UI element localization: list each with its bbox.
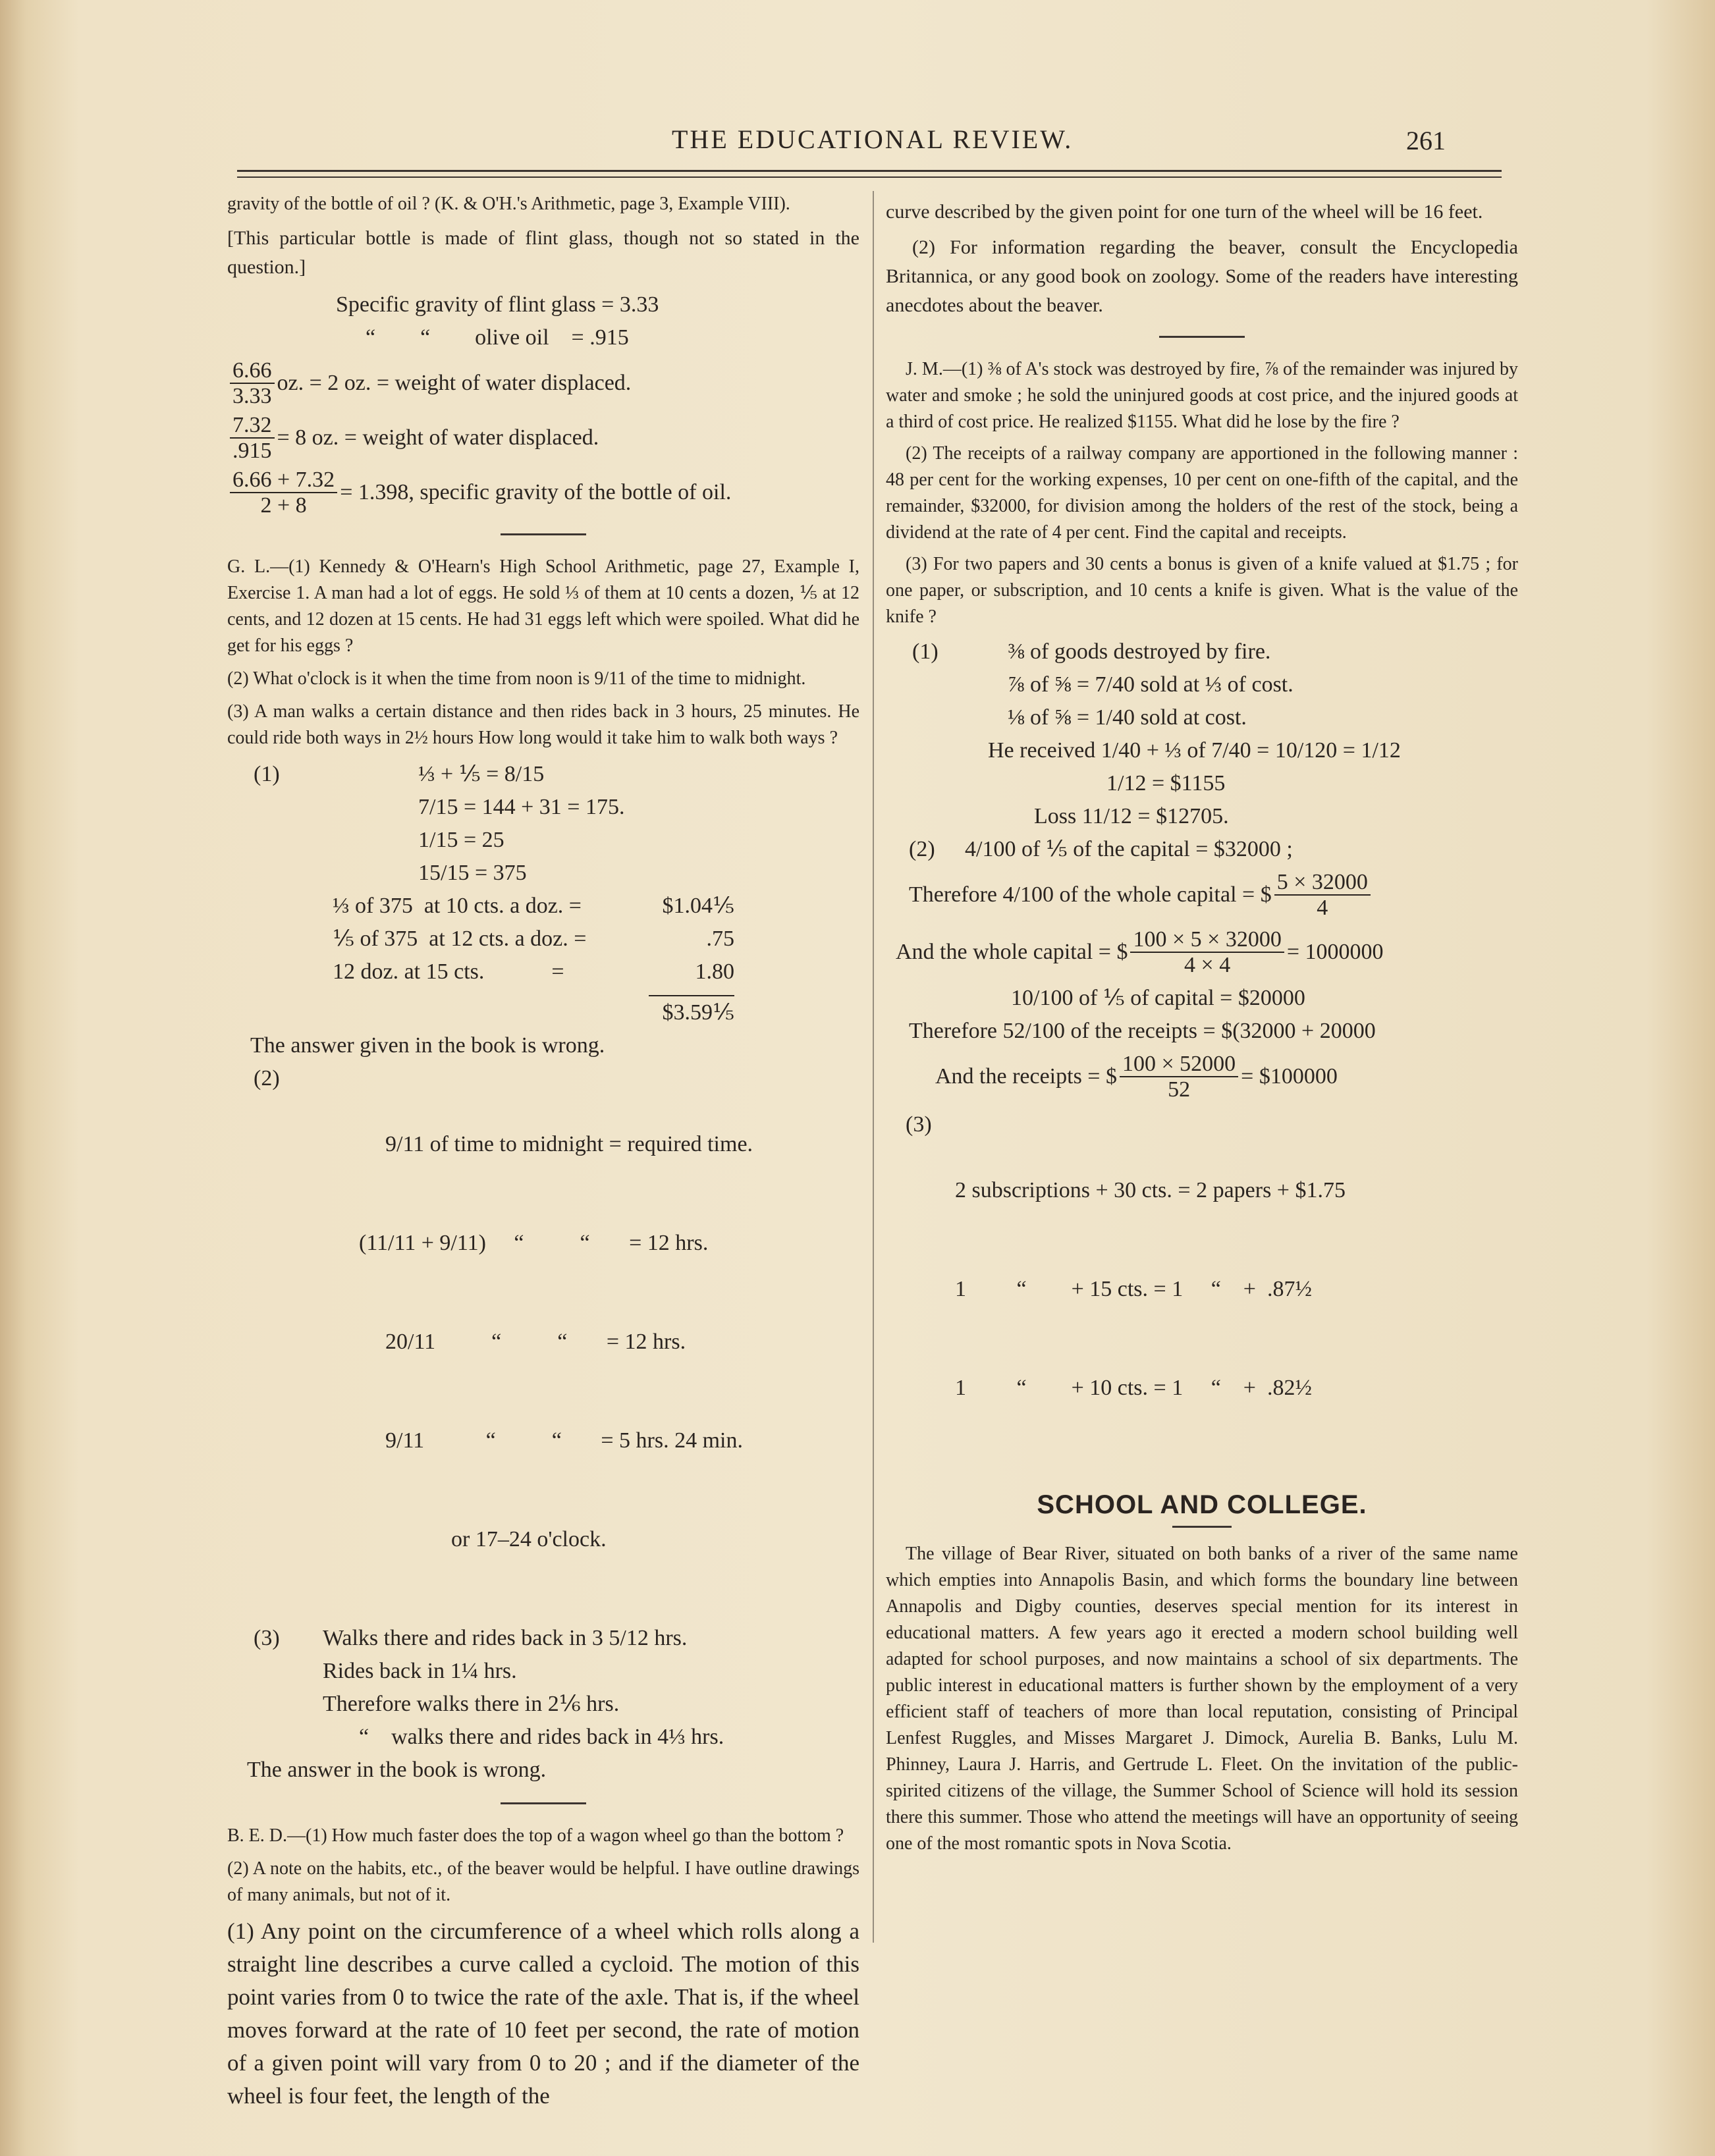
solution-steps xyxy=(227,1622,859,1754)
solution-label: (3) xyxy=(254,1626,280,1651)
fraction xyxy=(230,358,275,409)
denominator: 52 xyxy=(1168,1077,1191,1102)
step-line xyxy=(886,1052,1518,1102)
denominator: 4 xyxy=(1317,896,1328,921)
equation-result: = 1000000 xyxy=(1286,940,1384,965)
numerator: 6.66 + 7.32 xyxy=(230,468,337,493)
flint-glass-note: [This particular bottle is made of flint glass, though not so stated in the question.] xyxy=(227,227,859,278)
egg-calculation xyxy=(227,890,859,1029)
jm-questions xyxy=(886,356,1518,630)
solution-label: (3) xyxy=(906,1112,932,1137)
solution-steps xyxy=(886,1108,1518,1470)
step-line: Loss 11/12 = $12705. xyxy=(1034,804,1229,828)
page-number: 261 xyxy=(1406,126,1446,155)
numerator: 100 × 52000 xyxy=(1120,1052,1238,1077)
book-answer-wrong-1: The answer given in the book is wrong. xyxy=(250,1033,605,1058)
fraction xyxy=(1120,1052,1238,1102)
equation-text: And the receipts = $ xyxy=(935,1064,1117,1089)
step-line: 7/15 = 144 + 31 = 175. xyxy=(418,795,625,820)
step-line: 4/100 of ⅕ of the capital = $32000 ; xyxy=(965,837,1293,861)
fraction xyxy=(1274,870,1371,921)
calc-text: ⅕ of 375 at 12 cts. a doz. = xyxy=(333,927,587,952)
step-line: or 17–24 o'clock. xyxy=(451,1527,607,1552)
step-line: 1/12 = $1155 xyxy=(1106,771,1226,795)
heading-rule xyxy=(1172,1526,1232,1528)
equation-water-1 xyxy=(227,358,859,409)
numerator: 6.66 xyxy=(230,358,275,384)
step-line: 9/11 of time to midnight = required time. xyxy=(385,1132,753,1157)
step-line: 20/11 “ “ = 12 hrs. xyxy=(385,1330,686,1355)
denominator: .915 xyxy=(232,439,272,464)
calc-row xyxy=(333,923,859,956)
numerator: 7.32 xyxy=(230,413,275,439)
step-line: Therefore 52/100 of the receipts = $(32000 + 20000 xyxy=(909,1018,1376,1043)
calc-value: .75 xyxy=(706,927,734,952)
equation-result: = $100000 xyxy=(1241,1064,1338,1089)
beaver-answer: (2) For information regarding the beaver, consult the Encyclopedia Britannica, or any good book on zoology. Some of the readers have interesting anecdotes about the beaver. xyxy=(886,236,1518,316)
calc-row xyxy=(333,890,859,923)
numerator: 100 × 5 × 32000 xyxy=(1130,927,1284,953)
gl-question-3: (3) A man walks a certain distance and then rides back in 3 hours, 25 minutes. He could ride both ways in 2½ hours How long would it take him to walk both ways ? xyxy=(227,701,859,749)
calc-total: $3.59⅕ xyxy=(649,995,734,1029)
fraction xyxy=(230,413,275,464)
right-column xyxy=(886,198,1518,1864)
step-line: ⅜ of goods destroyed by fire. xyxy=(1008,639,1271,664)
denominator: 4 × 4 xyxy=(1184,953,1231,978)
calc-value: $1.04⅕ xyxy=(662,894,734,919)
step-line xyxy=(886,927,1518,978)
solution-label: (2) xyxy=(909,837,935,861)
fraction xyxy=(1130,927,1284,978)
jm-solution-2 xyxy=(886,833,1518,1102)
equation-rest: = 1.398, specific gravity of the bottle of oil. xyxy=(340,479,732,504)
equation-rest: oz. = 2 oz. = weight of water displaced. xyxy=(277,371,632,396)
denominator: 3.33 xyxy=(232,384,272,409)
bear-river-article: The village of Bear River, situated on both banks of a river of the same name which empties into Annapolis Basin, and which forms the boundary line between Annapolis and Digby counties, deserves special mention for its interest in educational matters. A few years ago it erected a modern school building well adapted for school purposes, and now maintains a school of six departments. The public interest in educational matters is further shown by the employment of a very efficient staff of teachers of more than local reputation, consisting of Principal Lenfest Ruggles, and Misses Margaret J. Dimock, Aurelia B. Banks, Lulu M. Phinney, Laura J. Harris, and Gertrude L. Fleet. On the invitation of the public-spirited citizens of the village, the Summer School of Science will hold its session there this summer. Those who attend the meetings will have an opportunity of seeing one of the most romantic spots in Nova Scotia. xyxy=(886,1544,1518,1854)
equation-water-2 xyxy=(227,413,859,464)
step-line: Walks there and rides back in 3 5/12 hrs. xyxy=(323,1626,688,1651)
step-line: ⅓ + ⅕ = 8/15 xyxy=(418,762,545,787)
section-separator xyxy=(501,533,586,535)
step-line: 2 subscriptions + 30 cts. = 2 papers + $1.75 xyxy=(955,1178,1346,1203)
equation-rest: = 8 oz. = weight of water displaced. xyxy=(277,425,599,450)
jm-question-1: J. M.—(1) ⅜ of A's stock was destroyed by fire, ⅞ of the remainder was injured by water and smoke ; he sold the uninjured goods at cost price, and the injured goods at a third of cost price. He realized $1155. What did he lose by the fire ? xyxy=(886,359,1518,432)
jm-question-2: (2) The receipts of a railway company are apportioned in the following manner : 48 per cent for the working expenses, 10 per cent on one-fifth of the capital, and the remainder, $32000, for division among the holders of the rest of the stock, being a dividend at the rate of 4 per cent. Find the capital and receipts. xyxy=(886,443,1518,543)
specific-gravity-flint: Specific gravity of flint glass = 3.33 xyxy=(336,292,659,317)
header-rule-bottom xyxy=(237,176,1502,178)
calc-text: ⅓ of 375 at 10 cts. a doz. = xyxy=(333,894,582,919)
solution-steps xyxy=(227,758,859,890)
bed-questions xyxy=(227,1823,859,1908)
oil-question-end: gravity of the bottle of oil ? (K. & O'H.'s Arithmetic, page 3, Example VIII). xyxy=(227,194,790,214)
column-divider xyxy=(873,191,874,1943)
step-line: 10/100 of ⅕ of capital = $20000 xyxy=(1011,985,1305,1010)
calc-total-row xyxy=(333,995,859,1029)
solution-label: (1) xyxy=(254,762,280,787)
gl-question-2: (2) What o'clock is it when the time from noon is 9/11 of the time to midnight. xyxy=(227,668,806,689)
step-line: 1 “ + 10 cts. = 1 “ + .82½ xyxy=(955,1376,1312,1401)
gl-solution-3 xyxy=(227,1622,859,1754)
solution-label: (2) xyxy=(254,1066,280,1091)
book-answer-wrong-2: The answer in the book is wrong. xyxy=(247,1758,547,1783)
step-line: ⅞ of ⅝ = 7/40 sold at ⅓ of cost. xyxy=(1008,672,1293,697)
header-rule-top xyxy=(237,170,1502,172)
equation-specific-gravity xyxy=(227,468,859,518)
calc-value: 1.80 xyxy=(695,959,734,984)
left-column xyxy=(227,191,859,2119)
step-line: Therefore walks there in 2⅙ hrs. xyxy=(323,1692,620,1717)
equation-text: And the whole capital = $ xyxy=(896,940,1128,965)
section-separator xyxy=(1159,336,1245,338)
step-line: Rides back in 1¼ hrs. xyxy=(323,1659,517,1684)
step-line: 1/15 = 25 xyxy=(418,828,504,853)
step-line: 15/15 = 375 xyxy=(418,861,527,886)
section-heading: SCHOOL AND COLLEGE. xyxy=(1037,1490,1367,1520)
calc-row xyxy=(333,956,859,988)
gl-solution-1 xyxy=(227,758,859,1029)
step-line xyxy=(886,870,1518,921)
bed-question-1: B. E. D.—(1) How much faster does the top of a wagon wheel go than the bottom ? xyxy=(227,1825,844,1846)
gl-questions xyxy=(227,554,859,751)
step-line: He received 1/40 + ⅓ of 7/40 = 10/120 = 1/12 xyxy=(988,738,1401,763)
fraction xyxy=(230,468,337,518)
running-header xyxy=(224,124,1502,163)
step-line: ⅛ of ⅝ = 1/40 sold at cost. xyxy=(1008,705,1247,730)
step-line: “ walks there and rides back in 4⅓ hrs. xyxy=(359,1725,724,1750)
denominator: 2 + 8 xyxy=(260,493,307,518)
step-line: 1 “ + 15 cts. = 1 “ + .87½ xyxy=(955,1277,1312,1302)
specific-gravity-oil: “ “ olive oil = .915 xyxy=(366,325,629,350)
calc-text: 12 doz. at 15 cts. = xyxy=(333,959,564,984)
solution-steps xyxy=(886,635,1518,833)
section-separator xyxy=(501,1802,586,1804)
jm-solution-1 xyxy=(886,635,1518,833)
bed-question-2: (2) A note on the habits, etc., of the beaver would be helpful. I have outline drawings of many animals, but not of it. xyxy=(227,1858,859,1906)
jm-question-3: (3) For two papers and 30 cents a bonus is given of a knife valued at $1.75 ; for one paper, or subscription, and 10 cents a knife is given. What is the value of the knife ? xyxy=(886,554,1518,627)
gl-question-1: G. L.—(1) Kennedy & O'Hearn's High School Arithmetic, page 27, Example I, Exercise 1. A man had a lot of eggs. He sold ⅓ of them at 10 cents a dozen, ⅕ at 12 cents, and 12 dozen at 15 cents. He had 31 eggs left which were spoiled. What did he get for his eggs ? xyxy=(227,556,859,657)
journal-title: THE EDUCATIONAL REVIEW. xyxy=(672,124,1074,154)
bed-answer-wheel: (1) Any point on the circumference of a wheel which rolls along a straight line describes a curve called a cycloid. The motion of this point varies from 0 to twice the rate of the axle. That is, if the wheel moves forward at the rate of 10 feet per second, the rate of motion of a given point will vary from 0 to 20 ; and if the diameter of the wheel is four feet, the length of the xyxy=(227,1918,859,2109)
gl-solution-2 xyxy=(227,1062,859,1622)
step-line: (11/11 + 9/11) “ “ = 12 hrs. xyxy=(359,1231,709,1256)
equation-text: Therefore 4/100 of the whole capital = $ xyxy=(909,882,1272,907)
step-line: 9/11 “ “ = 5 hrs. 24 min. xyxy=(385,1428,743,1453)
solution-label: (1) xyxy=(912,639,939,664)
jm-solution-3 xyxy=(886,1108,1518,1470)
numerator: 5 × 32000 xyxy=(1274,870,1371,896)
solution-steps xyxy=(227,1062,859,1622)
wheel-answer-end: curve described by the given point for one turn of the wheel will be 16 feet. xyxy=(886,201,1483,223)
